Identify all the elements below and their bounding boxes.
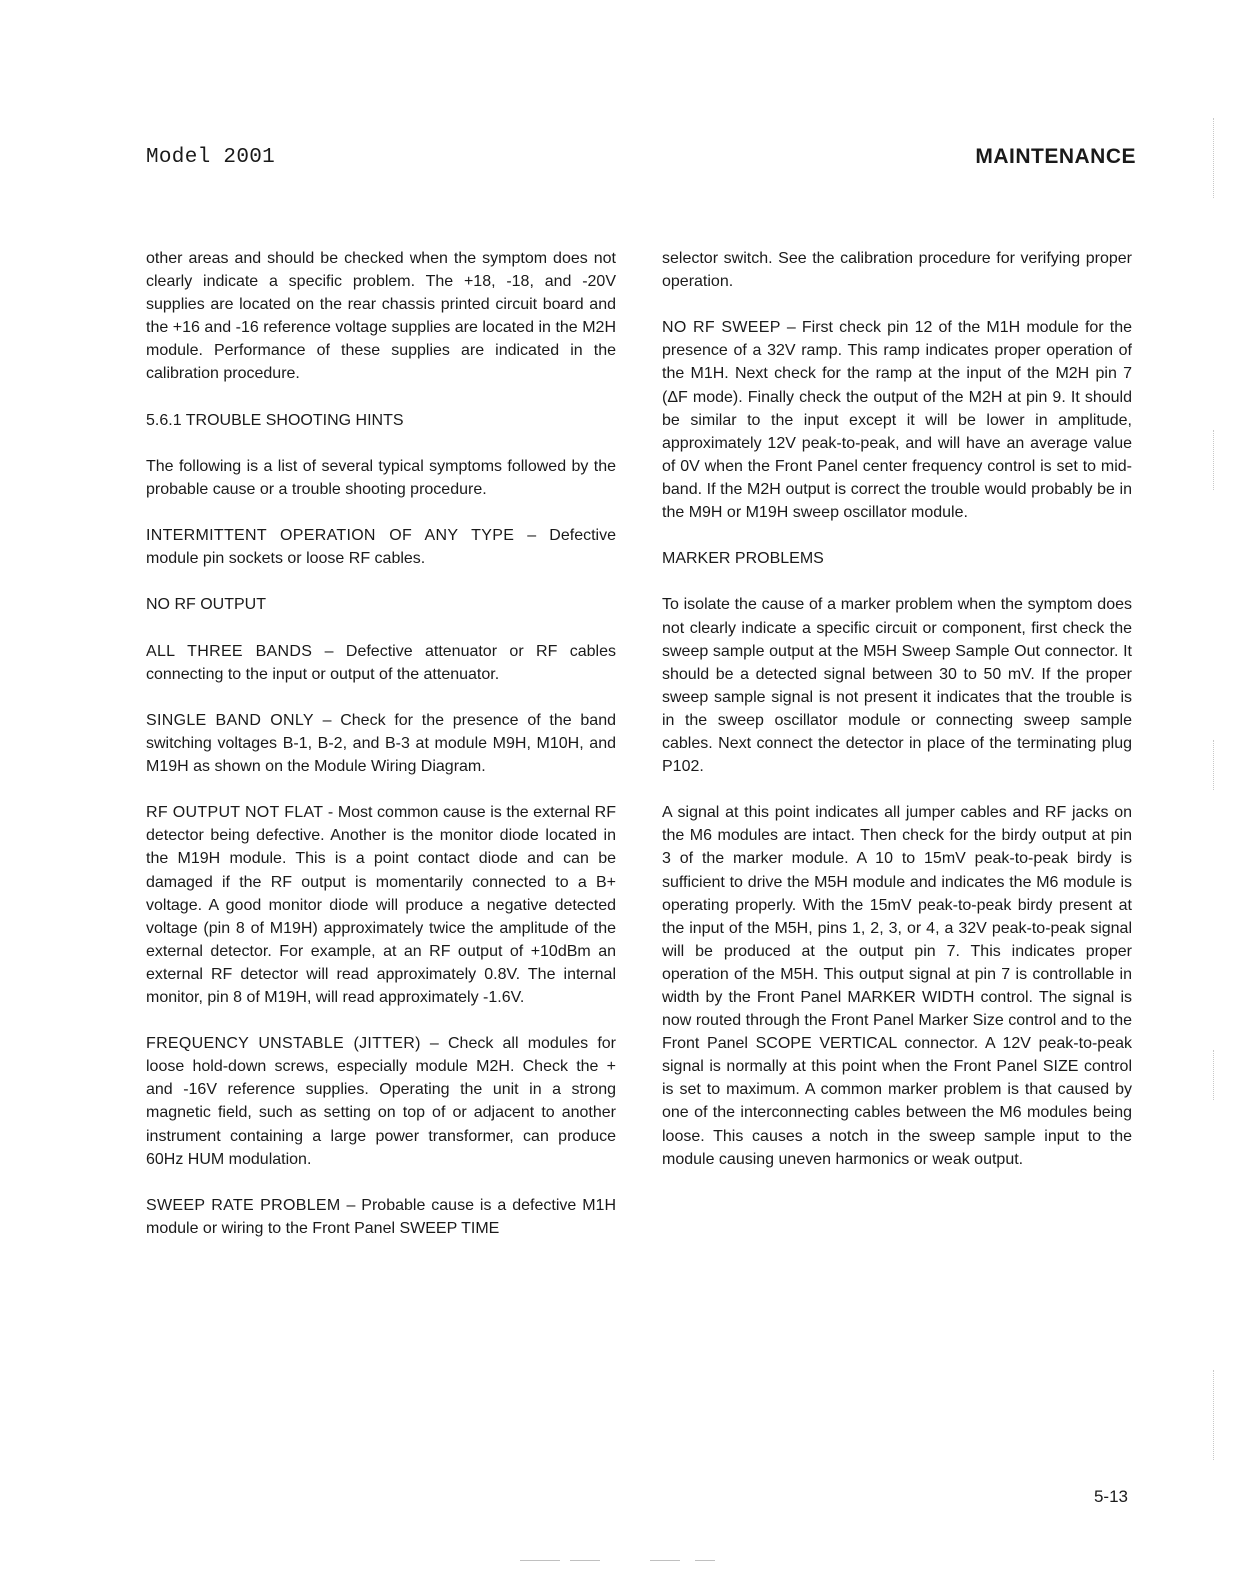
symptom-frequency-unstable bbox=[146, 1032, 616, 1171]
symptom-sweep-rate bbox=[146, 1194, 616, 1240]
symptom-text: – First check pin 12 of the M1H module for the presence of a 32V ramp. This ramp indicates proper operation of the M1H. Next check for the ramp at the input of the M2H pin 7 (ΔF mode). Finally check the output of the M2H at pin 9. It should be similar to the input except it will be lower in amplitude, approximately 12V peak-to-peak, and will have an average value of 0V when the Front Panel center frequency control is set to mid-band. If the M2H output is correct the trouble would probably be in the M9H or M19H sweep oscillator module. bbox=[662, 319, 1133, 522]
symptom-lead: FREQUENCY UNSTABLE (JITTER) bbox=[146, 1035, 421, 1053]
scan-bottom-mark bbox=[695, 1560, 715, 1562]
page-number: 5-13 bbox=[1093, 1487, 1128, 1506]
scan-bottom-mark bbox=[650, 1560, 680, 1562]
symptom-all-three-bands bbox=[146, 640, 616, 686]
symptom-lead: RF OUTPUT NOT FLAT bbox=[146, 804, 324, 822]
symptom-text: – Check for the presence of the band switching voltages B-1, B-2, and B-3 at module M9H, M10H, and M19H as shown on the Module Wiring Diagram. bbox=[146, 711, 616, 776]
symptom-text: – Defective attenuator or RF cables connecting to the input or output of the attenuator. bbox=[146, 642, 617, 683]
left-column bbox=[146, 247, 616, 1263]
scan-bottom-mark bbox=[570, 1560, 600, 1562]
intro-paragraph: other areas and should be checked when the symptom does not clearly indicate a specific problem. The +18, -18, and -20V supplies are located on the rear chassis printed circuit board and the +16 and -16 reference voltage supplies are located in the M2H module. Performance of these supplies are indicated in the calibration procedure. bbox=[146, 250, 616, 383]
scan-edge-mark bbox=[1212, 740, 1214, 790]
scan-edge-mark bbox=[1212, 1370, 1214, 1460]
marker-problems-heading: MARKER PROBLEMS bbox=[662, 550, 824, 568]
marker-paragraph-2: A signal at this point indicates all jumper cables and RF jacks on the M6 modules are intact. Then check for the birdy output at pin 3 of the marker module. A 10 to 15mV peak-to-peak birdy is sufficient to drive the M5H module and indicates the M6 module is operating properly. With the 15mV peak-to-peak birdy present at the input of the M5H, pins 1, 2, 3, or 4, a 32V peak-to-peak signal will be produced at the output pin 7. This indicates proper operation of the M5H. This output signal at pin 7 is controllable in width by the Front Panel MARKER WIDTH control. The signal is now routed through the Front Panel Marker Size control and to the Front Panel SCOPE VERTICAL connector. A 12V peak-to-peak signal is normally at this point when the Front Panel SIZE control is set to maximum. A common marker problem is that caused by one of the interconnecting cables between the M6 modules being loose. This causes a notch in the sweep sample input to the module causing uneven harmonics or weak output. bbox=[662, 804, 1132, 1168]
model-label: Model 2001 bbox=[146, 146, 276, 169]
marker-paragraph-1: To isolate the cause of a marker problem when the symptom does not clearly indicate a specific circuit or component, first check the sweep sample output at the M5H Sweep Sample Out connector. It should be a detected signal between 30 to 50 mV. If the proper sweep sample signal is not present it indicates that the trouble is in the sweep oscillator module or connecting sweep sample cables. Next connect the detector in place of the terminating plug P102. bbox=[662, 596, 1132, 776]
symptom-lead: NO RF SWEEP bbox=[662, 319, 781, 337]
scan-bottom-mark bbox=[520, 1560, 560, 1562]
scan-edge-mark bbox=[1212, 1050, 1214, 1100]
symptom-lead: SINGLE BAND ONLY bbox=[146, 711, 314, 729]
section-title: MAINTENANCE bbox=[975, 145, 1136, 168]
symptom-intermittent bbox=[146, 524, 616, 570]
symptom-text: – Defective module pin sockets or loose RF cables. bbox=[146, 527, 616, 568]
section-heading: 5.6.1 TROUBLE SHOOTING HINTS bbox=[146, 411, 404, 429]
symptom-single-band bbox=[146, 709, 616, 778]
symptom-lead: SWEEP RATE PROBLEM bbox=[146, 1196, 341, 1214]
no-rf-output-heading: NO RF OUTPUT bbox=[146, 596, 266, 614]
continued-paragraph: selector switch. See the calibration procedure for verifying proper operation. bbox=[662, 250, 1132, 291]
symptom-lead: ALL THREE BANDS bbox=[146, 642, 313, 660]
scan-edge-mark bbox=[1212, 118, 1214, 198]
symptom-text: - Most common cause is the external RF detector being defective. Another is the monitor diode located in the M19H module. This is a point contact diode and can be damaged if the RF output is momentarily connected to a B+ voltage. A good monitor diode will produce a negative detected voltage (pin 8 of M19H) approximately twice the amplitude of the external detector. For example, at an RF output of +10dBm an external RF detector will read approximately 0.8V. The internal monitor, pin 8 of M19H, will read approximately -1.6V. bbox=[146, 804, 616, 1006]
right-column bbox=[662, 247, 1132, 1194]
symptom-no-rf-sweep bbox=[662, 316, 1132, 524]
symptom-text: – Probable cause is a defective M1H module or wiring to the Front Panel SWEEP TIME bbox=[146, 1196, 616, 1237]
scan-edge-mark bbox=[1212, 430, 1214, 490]
symptom-text: – Check all modules for loose hold-down screws, especially module M2H. Check the + and -16V reference supplies. Operating the unit in a strong magnetic field, such as setting on top of or adjacent to another instrument containing a large power transformer, can produce 60Hz HUM modulation. bbox=[146, 1035, 617, 1168]
list-intro-paragraph: The following is a list of several typical symptoms followed by the probable cause or a trouble shooting procedure. bbox=[146, 457, 616, 498]
symptom-output-not-flat bbox=[146, 801, 616, 1009]
symptom-lead: INTERMITTENT OPERATION OF ANY TYPE bbox=[146, 527, 515, 545]
